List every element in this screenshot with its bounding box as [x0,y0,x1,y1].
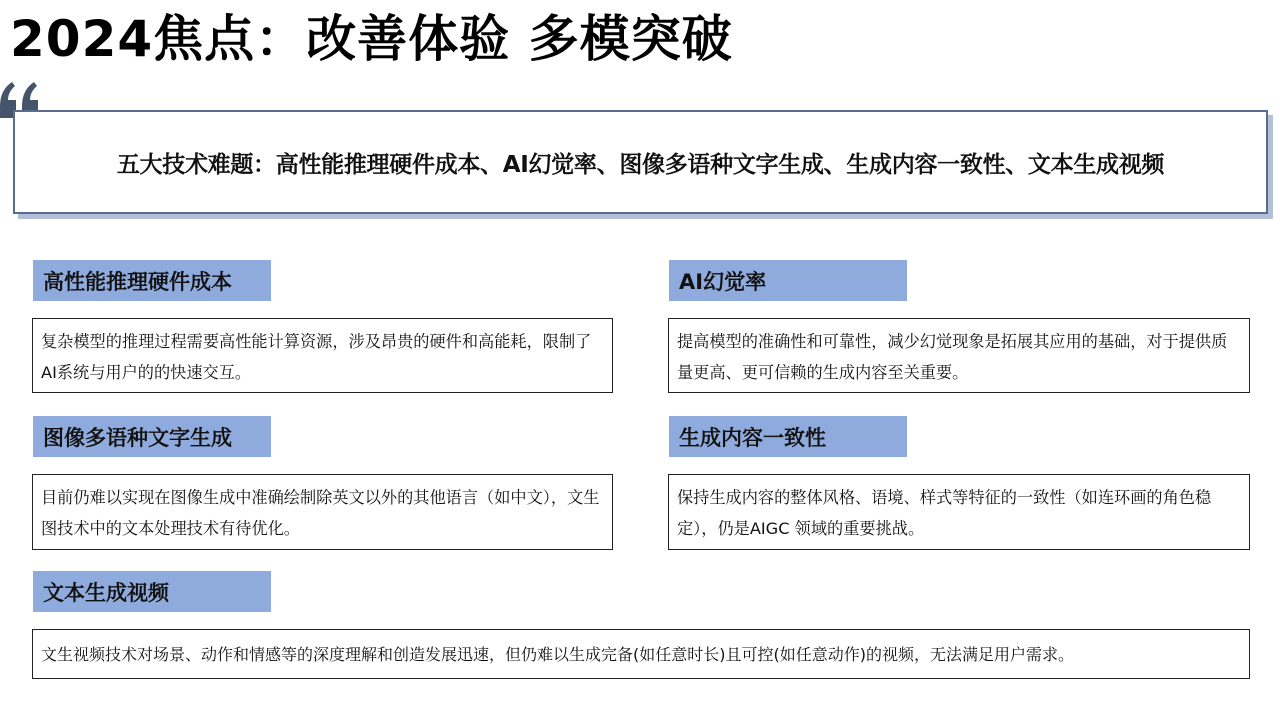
label-text-to-video: 文本生成视频 [33,571,271,612]
label-hallucination: AI幻觉率 [669,260,907,301]
text-hallucination: 提高模型的准确性和可靠性，减少幻觉现象是拓展其应用的基础，对于提供质量更高、更可信赖的生成内容至关重要。 [668,318,1250,393]
banner-text: 五大技术难题：高性能推理硬件成本、AI幻觉率、图像多语种文字生成、生成内容一致性、文本生成视频 [116,151,1165,178]
text-multilingual-text: 目前仍难以实现在图像生成中准确绘制除英文以外的其他语言（如中文），文生图技术中的文本处理技术有待优化。 [32,474,613,550]
label-consistency: 生成内容一致性 [669,416,907,457]
text-consistency: 保持生成内容的整体风格、语境、样式等特征的一致性（如连环画的角色稳定），仍是AIGC 领域的重要挑战。 [668,474,1250,550]
label-multilingual-text: 图像多语种文字生成 [33,416,271,457]
page-title: 2024焦点：改善体验 多模突破 [10,10,733,68]
summary-banner [13,110,1268,214]
label-hardware-cost: 高性能推理硬件成本 [33,260,271,301]
text-hardware-cost: 复杂模型的推理过程需要高性能计算资源，涉及昂贵的硬件和高能耗，限制了AI系统与用户的的快速交互。 [32,318,613,393]
text-text-to-video: 文生视频技术对场景、动作和情感等的深度理解和创造发展迅速，但仍难以生成完备(如任意时长)且可控(如任意动作)的视频，无法满足用户需求。 [32,629,1250,679]
